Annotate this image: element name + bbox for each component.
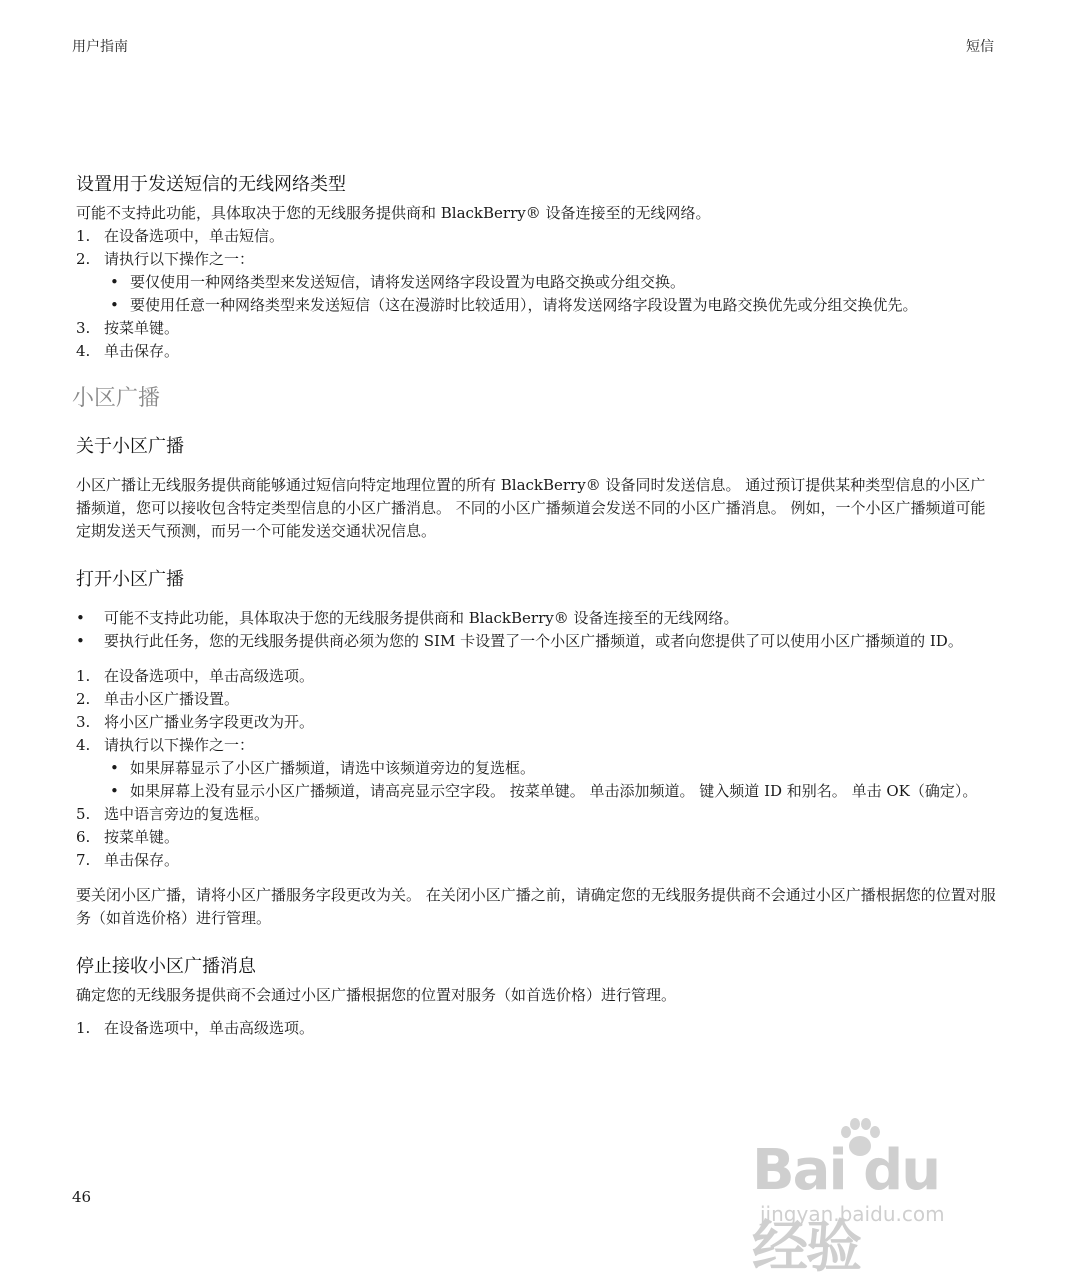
note [76,630,996,653]
step-number: 3. [76,713,91,731]
step-number: 1. [76,667,91,685]
sub-options [76,757,996,803]
sub-options [76,271,996,317]
note-text: 要执行此任务，您的无线服务提供商必须为您的 SIM 卡设置了一个小区广播频道，或者向您提供了可以使用小区广播频道的 ID。 [104,632,963,650]
step-text: 单击保存。 [104,851,180,869]
steps-list [76,665,996,872]
step [76,803,996,826]
step [76,734,996,757]
watermark-brand: Bai du 经验 [752,1138,940,1280]
step [76,317,996,340]
step [76,1017,996,1040]
watermark-url: jingyan.baidu.com [760,1202,945,1226]
header-doc-title: 用户指南 [72,39,128,55]
step-text: 单击保存。 [104,342,180,360]
sub-option-text: 要使用任意一种网络类型来发送短信（这在漫游时比较适用），请将发送网络字段设置为电路交换优先或分组交换优先。 [130,296,918,314]
bullet-icon: • [110,782,119,800]
section-title-network-type: 设置用于发送短信的无线网络类型 [76,174,346,195]
sub-option-text: 如果屏幕显示了小区广播频道，请选中该频道旁边的复选框。 [130,759,536,777]
step [76,711,996,734]
step [76,826,996,849]
stop-intro: 确定您的无线服务提供商不会通过小区广播根据您的位置对服务（如首选价格）进行管理。 [76,986,677,1004]
step [76,340,996,363]
step [76,665,996,688]
sub-option [104,757,996,780]
step [76,849,996,872]
steps-list [76,225,996,363]
steps-list [76,1017,996,1040]
step-text: 请执行以下操作之一： [104,736,255,754]
step-number: 1. [76,1019,91,1037]
section-title-about: 关于小区广播 [76,436,184,457]
step-text: 选中语言旁边的复选框。 [104,805,270,823]
sub-option-text: 如果屏幕上没有显示小区广播频道，请高亮显示空字段。 按菜单键。 单击添加频道。 键入频道 ID 和别名。 单击 OK（确定）。 [130,782,978,800]
step-number: 6. [76,828,91,846]
step-number: 2. [76,250,91,268]
sub-option [104,294,996,317]
section-intro: 可能不支持此功能，具体取决于您的无线服务提供商和 BlackBerry® 设备连接至的无线网络。 [76,204,711,222]
step-number: 3. [76,319,91,337]
step-number: 4. [76,736,91,754]
step [76,225,996,248]
step-number: 2. [76,690,91,708]
step-text: 请执行以下操作之一： [104,250,255,268]
step-text: 在设备选项中，单击高级选项。 [104,1019,315,1037]
bullet-icon: • [76,609,85,627]
about-body: 小区广播让无线服务提供商能够通过短信向特定地理位置的所有 BlackBerry® 设备同时发送信息。 通过预订提供某种类型信息的小区广播频道，您可以接收包含特定类型信息的小区广播消息。 不同的小区广播频道会发送不同的小区广播消息。 例如，一个小区广播频道可能定期发送天气预测，而另一个可能发送交通状况信息。 [76,476,986,540]
turn-off-note: 要关闭小区广播，请将小区广播服务字段更改为关。 在关闭小区广播之前，请确定您的无线服务提供商不会通过小区广播根据您的位置对服务（如首选价格）进行管理。 [76,886,996,927]
notes-list [76,607,996,653]
step-number: 7. [76,851,91,869]
step-number: 5. [76,805,91,823]
step-text: 在设备选项中，单击短信。 [104,227,285,245]
sub-option [104,780,996,803]
chapter-title: 小区广播 [72,386,161,411]
step-text: 按菜单键。 [104,828,180,846]
step-text: 按菜单键。 [104,319,180,337]
page-number: 46 [72,1188,92,1206]
section-title-stop: 停止接收小区广播消息 [76,956,256,977]
sub-option [104,271,996,294]
bullet-icon: • [110,273,119,291]
page-content [72,170,996,1040]
note [76,607,996,630]
section-title-open: 打开小区广播 [76,569,184,590]
header-section-title: 短信 [966,39,994,55]
baidu-watermark [752,1118,1002,1280]
note-text: 可能不支持此功能，具体取决于您的无线服务提供商和 BlackBerry® 设备连接至的无线网络。 [104,609,739,627]
step-text: 单击小区广播设置。 [104,690,240,708]
bullet-icon: • [110,296,119,314]
step-text: 在设备选项中，单击高级选项。 [104,667,315,685]
bullet-icon: • [76,632,85,650]
bullet-icon: • [110,759,119,777]
step [76,688,996,711]
sub-option-text: 要仅使用一种网络类型来发送短信，请将发送网络字段设置为电路交换或分组交换。 [130,273,686,291]
step-text: 将小区广播业务字段更改为开。 [104,713,315,731]
step-number: 4. [76,342,91,360]
step-number: 1. [76,227,91,245]
step [76,248,996,271]
